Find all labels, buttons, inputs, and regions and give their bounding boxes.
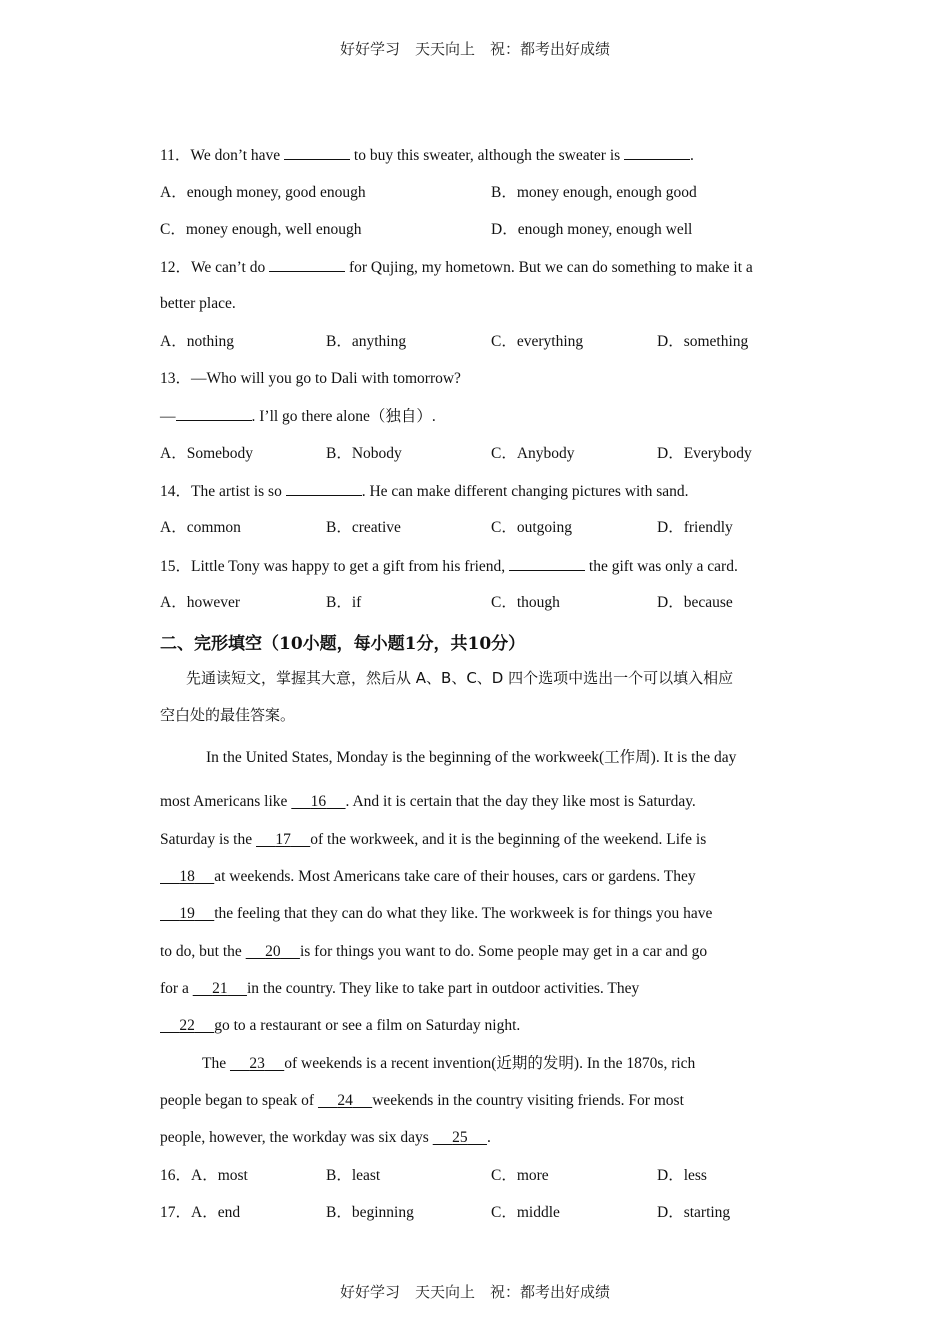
- passage-text: for a: [160, 980, 193, 997]
- q13-option-c: C．Anybody: [491, 445, 575, 462]
- answer-blank: [176, 406, 252, 421]
- q13-option-a: A．Somebody: [160, 445, 254, 462]
- passage-text: of weekends is a recent invention(近期的发明). In the 1870s, rich: [284, 1055, 696, 1072]
- passage-text: most Americans like: [160, 793, 292, 810]
- question-14: [160, 481, 689, 502]
- q12-text-b: for Qujing, my hometown. But we can do something to make it a: [345, 259, 753, 276]
- passage-line-6: [160, 942, 707, 962]
- q13-option-b: B．Nobody: [326, 445, 402, 462]
- passage-text: of the workweek, and it is the beginning of the weekend. Life is: [310, 831, 707, 848]
- section-instructions-1: 先通读短文，掌握其大意，然后从 A、B、C、D 四个选项中选出一个可以填入相应: [186, 669, 734, 687]
- section-instructions-2: 空白处的最佳答案。: [160, 706, 296, 724]
- q16-option-a: 16．A．most: [160, 1167, 248, 1184]
- q15-option-b: B．if: [326, 594, 362, 611]
- q17-option-a: 17．A．end: [160, 1204, 241, 1221]
- q14-option-c: C．outgoing: [491, 519, 572, 536]
- passage-text: at weekends. Most Americans take care of their houses, cars or gardens. They: [214, 868, 696, 885]
- passage-text: The: [202, 1055, 230, 1072]
- cloze-blank-18: [160, 868, 214, 885]
- blank-number: 25: [452, 1129, 468, 1146]
- passage-text: people began to speak of: [160, 1092, 318, 1109]
- q15-option-a: A．however: [160, 594, 241, 611]
- cloze-blank-19: [160, 905, 214, 922]
- q12-option-c: C．everything: [491, 333, 584, 350]
- q11-text-b: to buy this sweater, although the sweater is: [350, 147, 625, 164]
- blank-number: 16: [310, 793, 327, 810]
- question-13-answer-line: [160, 406, 436, 427]
- q16-option-c: C．more: [491, 1167, 549, 1184]
- answer-blank: [284, 145, 350, 160]
- q14-option-d: D．friendly: [657, 519, 733, 536]
- q17-option-b: B．beginning: [326, 1204, 414, 1221]
- q11-option-a: A．enough money, good enough: [160, 184, 366, 201]
- passage-line-5: [160, 904, 712, 924]
- q15-option-c: C．though: [491, 594, 560, 611]
- q12-option-b: B．anything: [326, 333, 407, 350]
- q16-option-b: B．least: [326, 1167, 381, 1184]
- cloze-blank-16: [291, 793, 345, 810]
- passage-line-8: [160, 1016, 520, 1036]
- cloze-blank-23: [230, 1055, 284, 1072]
- passage-text: go to a restaurant or see a film on Saturday night.: [214, 1017, 521, 1034]
- passage-text: weekends in the country visiting friends. For most: [372, 1092, 684, 1109]
- passage-text: the feeling that they can do what they like. The workweek is for things you have: [214, 905, 713, 922]
- q15-text-b: the gift was only a card.: [585, 558, 738, 575]
- blank-number: 24: [337, 1092, 353, 1109]
- answer-blank: [624, 145, 690, 160]
- q15-text-a: 15．Little Tony was happy to get a gift from his friend,: [160, 558, 510, 575]
- question-12: [160, 257, 753, 278]
- cloze-blank-17: [256, 831, 310, 848]
- cloze-blank-22: [160, 1017, 214, 1034]
- q11-option-d: D．enough money, enough well: [491, 221, 693, 238]
- passage-text: to do, but the: [160, 943, 246, 960]
- page-header: 好好学习 天天向上 祝：都考出好成绩: [339, 40, 610, 58]
- q17-option-c: C．middle: [491, 1204, 560, 1221]
- passage-text: .: [486, 1129, 491, 1146]
- q11-text-c: .: [690, 147, 694, 164]
- q14-option-a: A．common: [160, 519, 241, 536]
- q16-option-d: D．less: [657, 1167, 707, 1184]
- blank-number: 23: [249, 1055, 265, 1072]
- answer-blank: [269, 257, 345, 272]
- q13-dash: —: [160, 408, 176, 425]
- q12-text-c: better place.: [160, 295, 236, 312]
- q15-option-d: D．because: [657, 594, 733, 611]
- cloze-blank-25: [433, 1129, 487, 1146]
- passage-line-11: [160, 1128, 491, 1148]
- answer-blank: [286, 481, 362, 496]
- blank-number: 17: [275, 831, 291, 848]
- blank-number: 19: [179, 905, 195, 922]
- q11-text-a: 11．We don’t have: [160, 147, 285, 164]
- blank-number: 20: [265, 943, 281, 960]
- passage-line-9: [202, 1054, 695, 1074]
- q17-option-d: D．starting: [657, 1204, 731, 1221]
- blank-number: 22: [179, 1017, 195, 1034]
- question-11: [160, 145, 694, 166]
- passage-line-10: [160, 1091, 684, 1111]
- page-footer: 好好学习 天天向上 祝：都考出好成绩: [339, 1283, 610, 1301]
- answer-blank: [509, 556, 585, 571]
- q13-text-a: 13．—Who will you go to Dali with tomorrow?: [160, 370, 461, 387]
- question-15: [160, 556, 738, 577]
- q11-option-b: B．money enough, enough good: [491, 184, 697, 201]
- q11-option-c: C．money enough, well enough: [160, 221, 362, 238]
- passage-line-7: [160, 979, 639, 999]
- cloze-blank-24: [318, 1092, 372, 1109]
- passage-text: in the country. They like to take part in outdoor activities. They: [246, 980, 640, 997]
- passage-line-2: [160, 792, 696, 812]
- passage-text: . And it is certain that the day they like most is Saturday.: [345, 793, 696, 810]
- q14-text-b: . He can make different changing pictures with sand.: [361, 483, 689, 500]
- q14-option-b: B．creative: [326, 519, 401, 536]
- blank-number: 21: [212, 980, 228, 997]
- cloze-blank-21: [193, 980, 247, 997]
- q13-text-b: . I’ll go there alone（独自）.: [251, 408, 436, 425]
- passage-line-1: In the United States, Monday is the beginning of the workweek(工作周). It is the day: [206, 749, 737, 766]
- q12-text-a: 12．We can’t do: [160, 259, 270, 276]
- q14-text-a: 14．The artist is so: [160, 483, 286, 500]
- passage-line-3: [160, 830, 706, 850]
- q13-option-d: D．Everybody: [657, 445, 752, 462]
- q12-option-d: D．something: [657, 333, 749, 350]
- cloze-blank-20: [246, 943, 300, 960]
- q12-option-a: A．nothing: [160, 333, 235, 350]
- blank-number: 18: [179, 868, 195, 885]
- passage-text: is for things you want to do. Some people may get in a car and go: [299, 943, 708, 960]
- passage-text: people, however, the workday was six days: [160, 1129, 433, 1146]
- passage-text: Saturday is the: [160, 831, 256, 848]
- section-title: 二、完形填空（10小题，每小题1分，共10分）: [160, 634, 526, 654]
- passage-line-4: [160, 867, 696, 887]
